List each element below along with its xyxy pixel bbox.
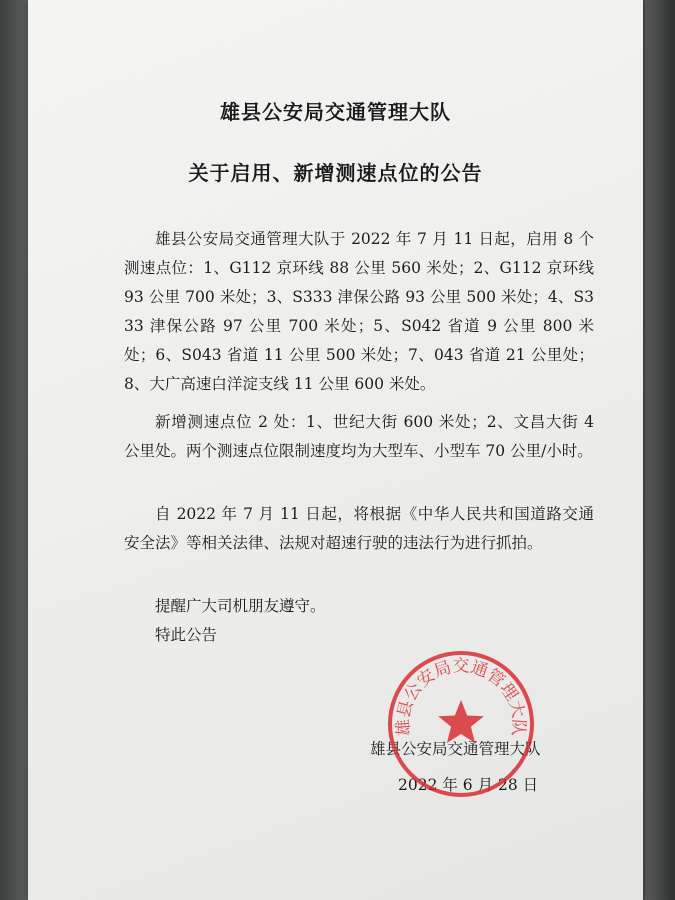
seal-text: 雄县公安局交通管理大队 <box>393 656 529 737</box>
paragraph-speed-points: 雄县公安局交通管理大队于 2022 年 7 月 11 日起，启用 8 个测速点位：1、G112 京环线 88 公里 560 米处；2、G112 京环线 93 公里 700 米处；3、S333 津保公路 93 公里 500 米处；4、S333 津保公路 97 公里 700 米处；5、S042 省道 9 公里 800 米处；6、S043 省道 11 公里 500 米处；7、043 省道 21 公里处；8、大广高速白洋淀支线 11 公里 600 米处。 <box>124 230 594 393</box>
paragraph-enforcement: 自 2022 年 7 月 11 日起，将根据《中华人民共和国道路交通安全法》等相关法律、法规对超速行驶的违法行为进行抓拍。 <box>124 505 594 552</box>
official-seal <box>385 648 537 800</box>
paragraph-reminder: 提醒广大司机朋友遵守。 <box>155 597 326 615</box>
signature-date: 2022 年 6 月 28 日 <box>398 776 539 794</box>
paragraph-closing: 特此公告 <box>155 626 218 644</box>
issuer-title: 雄县公安局交通管理大队 <box>220 100 451 124</box>
notice-paper <box>28 0 643 900</box>
paragraph-new-points: 新增测速点位 2 处：1、世纪大街 600 米处；2、文昌大街 4 公里处。两个测速点位限制速度均为大型车、小型车 70 公里/小时。 <box>124 413 594 460</box>
seal-star-icon <box>438 700 484 743</box>
background-right <box>645 0 675 900</box>
notice-title: 关于启用、新增测速点位的公告 <box>188 161 483 185</box>
signature-organization: 雄县公安局交通管理大队 <box>370 740 541 758</box>
